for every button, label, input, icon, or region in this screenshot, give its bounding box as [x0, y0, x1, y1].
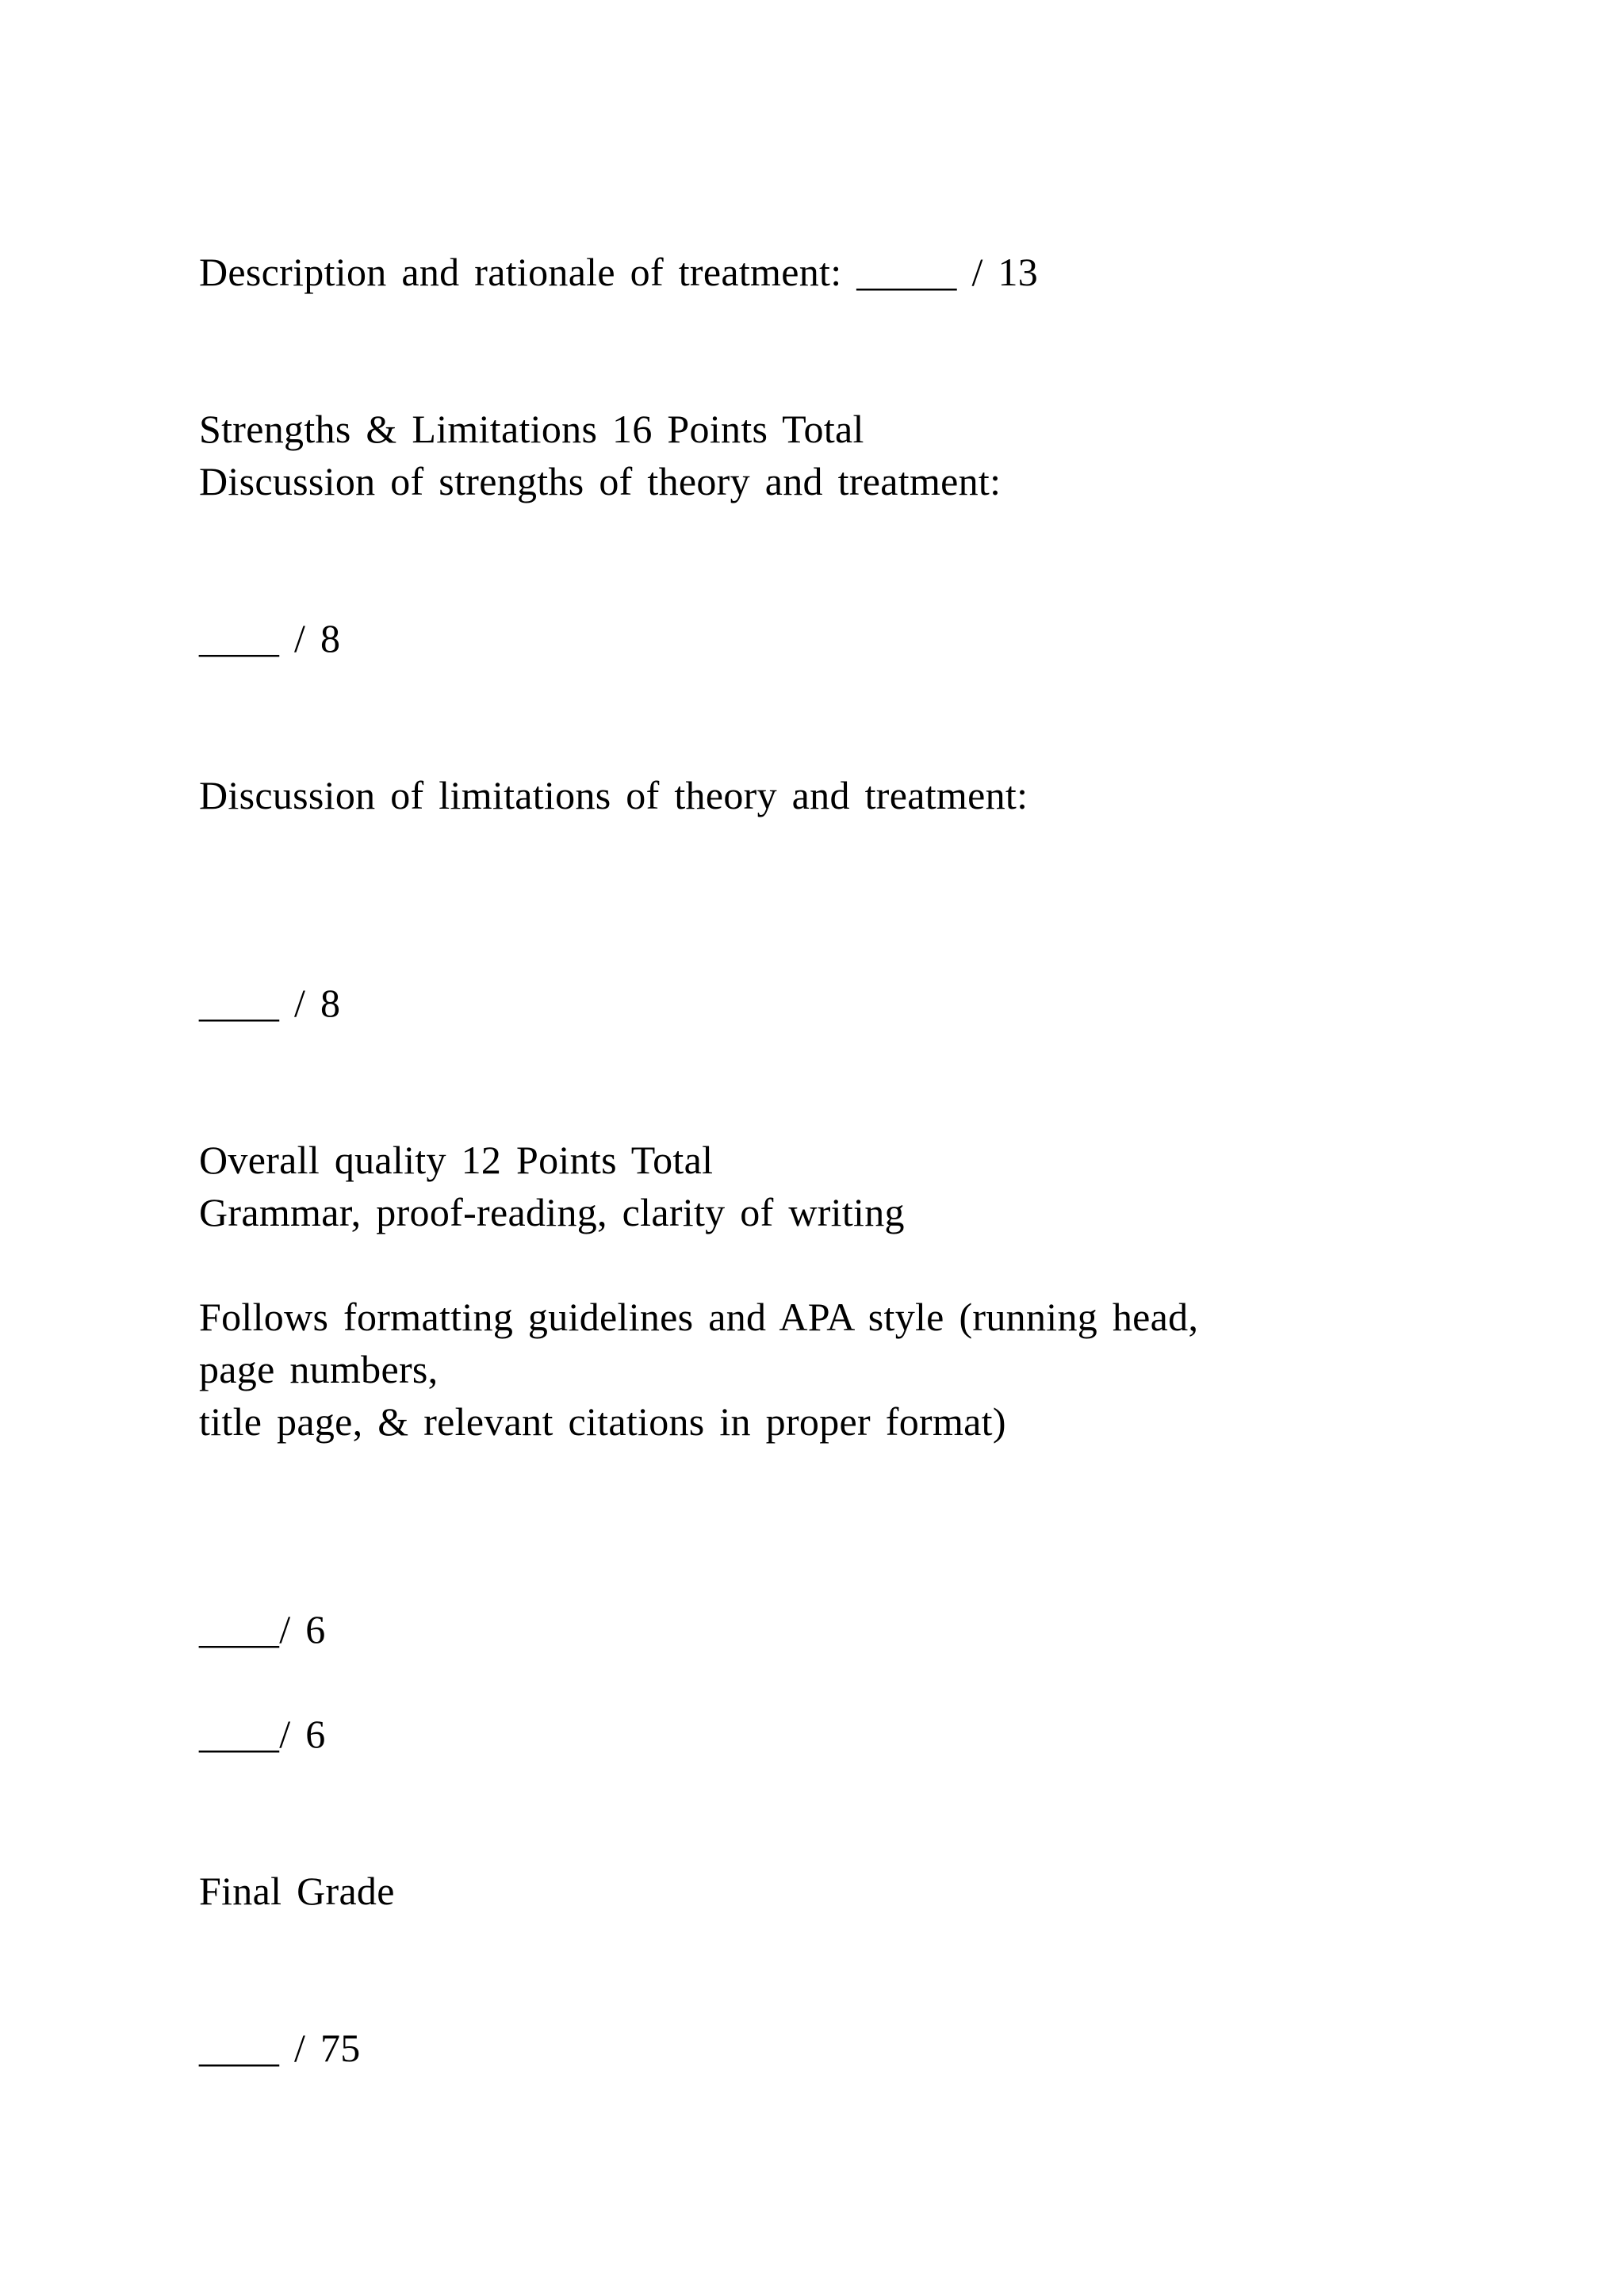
formatting-line-1: Follows formatting guidelines and APA style (running head, — [199, 1295, 1199, 1339]
formatting-score: ____/ 6 — [199, 1712, 326, 1756]
strengths-discussion-line: Discussion of strengths of theory and treatment: — [199, 459, 1002, 503]
final-grade-label: Final Grade — [199, 1869, 395, 1913]
limitations-score: ____ / 8 — [199, 981, 341, 1025]
strengths-score: ____ / 8 — [199, 616, 341, 660]
final-grade-score: ____ / 75 — [199, 2026, 361, 2070]
strengths-limitations-heading: Strengths & Limitations 16 Points Total — [199, 407, 864, 451]
overall-quality-heading: Overall quality 12 Points Total — [199, 1138, 714, 1182]
grammar-score: ____/ 6 — [199, 1607, 326, 1651]
grammar-line: Grammar, proof-reading, clarity of writing — [199, 1190, 905, 1234]
description-rationale-line: Description and rationale of treatment: _____ / 13 — [199, 250, 1039, 294]
limitations-discussion-line: Discussion of limitations of theory and treatment: — [199, 773, 1028, 817]
formatting-line-3: title page, & relevant citations in proper format) — [199, 1399, 1006, 1444]
formatting-line-2: page numbers, — [199, 1347, 439, 1391]
